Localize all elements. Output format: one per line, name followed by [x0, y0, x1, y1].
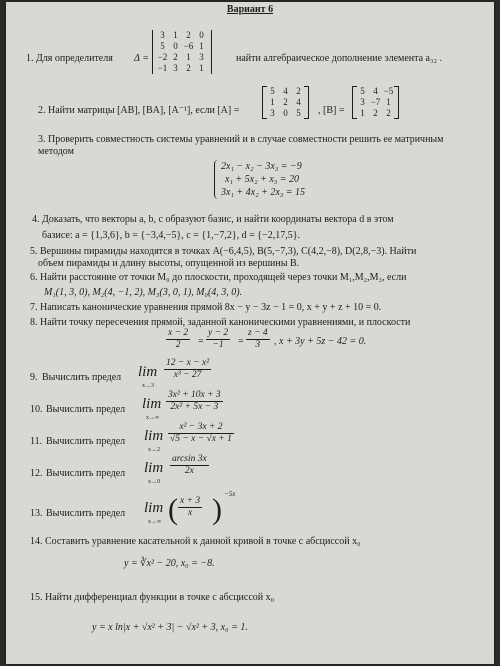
task-8-plane: , x + 3y + 5z − 42 = 0. — [274, 336, 367, 347]
fraction-1-numerator: x − 2 — [168, 328, 189, 338]
determinant-1-cell: 0 — [199, 30, 204, 40]
matrix-b-cell: −5 — [383, 86, 394, 96]
matrix-a-cell: 4 — [296, 97, 301, 107]
equation-system — [214, 160, 305, 199]
matrix-a-cell: 2 — [296, 86, 301, 96]
task-9-lim-sub: x→3 — [142, 383, 154, 389]
task-1-text-end: найти алгебраическое дополнение элемента a₃₂ . — [236, 53, 442, 64]
determinant-1-cell: 2 — [186, 63, 191, 73]
task-15-equation: y = x ln|x + √x² + 3| − √x² + 3, x₀ = 1. — [92, 622, 248, 633]
determinant-1-cell: 0 — [173, 41, 178, 51]
task-13-exponent: −5x — [224, 490, 236, 498]
task-11-text: Вычислить предел — [46, 436, 126, 447]
matrix-a-row — [266, 97, 305, 108]
matrix-b-row — [356, 86, 395, 97]
task-3-line-2: методом — [38, 146, 74, 157]
task-6-line-2: M₁(1, 3, 0), M₂(4, −1, 2), M₃(3, 0, 1), M₀(4, 3, 0). — [44, 287, 243, 298]
task-9-numerator: 12 − x − x² — [166, 358, 210, 368]
task-5-line-1: 5. Вершины пирамиды находятся в точках A(−6,4,5), B(5,−7,3), C(4,2,−8), D(2,8,−3). Найти — [30, 246, 417, 257]
determinant-1-cell: −2 — [157, 52, 168, 62]
matrix-a-cell: 1 — [270, 97, 275, 107]
task-5-line-2: объем пирамиды и длину высоты, опущенной из вершины B. — [38, 258, 300, 269]
determinant-1-cell: 3 — [160, 30, 165, 40]
worksheet-page — [6, 2, 494, 664]
equation-3: 3x₁ + 4x₂ + 2x₃ = 15 — [221, 187, 305, 198]
task-12-denominator: 2x — [184, 466, 194, 476]
task-1-delta: Δ = — [134, 53, 149, 64]
task-9-number: 9. — [30, 372, 38, 383]
task-15-text: 15. Найти дифференциал функции в точке с абсциссой x₀ — [30, 592, 275, 603]
task-9-lim: lim — [138, 364, 158, 380]
task-8-text: 8. Найти точку пересечения прямой, заданной каноническими уравнениями, и плоскости — [30, 317, 411, 328]
task-13-lim: lim — [144, 500, 164, 516]
task-11-lim: lim — [144, 428, 164, 444]
task-10-denominator: 2x² + 5x − 3 — [170, 402, 219, 412]
task-13-number: 13. — [30, 508, 43, 519]
matrix-a-table — [266, 86, 305, 119]
matrix-b-cell: 3 — [360, 97, 365, 107]
task-10-fraction — [166, 390, 223, 413]
task-12-lim-sub: x→0 — [148, 479, 160, 485]
task-13-lim-sub: x→∞ — [148, 519, 162, 525]
equation-2: x₁ + 5x₂ + x₃ = 20 — [225, 174, 299, 185]
matrix-b-cell: 1 — [386, 97, 391, 107]
task-10-numerator: 3x² + 10x + 3 — [168, 390, 221, 400]
task-11-number: 11. — [30, 436, 43, 447]
determinant-1-row — [156, 30, 208, 41]
determinant-1-row — [156, 63, 208, 74]
fraction-2-numerator: y − 2 — [208, 328, 229, 338]
task-13-close-paren: ) — [212, 493, 222, 526]
equation-1: 2x₁ − x₂ − 3x₃ = −9 — [221, 161, 302, 172]
task-10-text: Вычислить предел — [46, 404, 126, 415]
determinant-1-cell: 3 — [173, 63, 178, 73]
task-12-lim: lim — [144, 460, 164, 476]
determinant-1-cell: 1 — [173, 30, 178, 40]
matrix-a-row — [266, 86, 305, 97]
matrix-b-cell: 1 — [360, 108, 365, 118]
matrix-a-cell: 4 — [283, 86, 288, 96]
task-13-open-paren: ( — [168, 493, 178, 526]
task-9-fraction — [164, 358, 211, 381]
matrix-b-row — [356, 97, 395, 108]
determinant-1-cell: 1 — [186, 52, 191, 62]
matrix-b-row — [356, 108, 395, 119]
matrix-b-cell: 4 — [373, 86, 378, 96]
determinant-1 — [152, 30, 212, 74]
task-11-numerator: x² − 3x + 2 — [168, 422, 234, 434]
determinant-1-cell: 5 — [160, 41, 165, 51]
task-8-fraction-2 — [206, 328, 230, 351]
task-6-line-1: 6. Найти расстояние от точки M₀ до плоскости, проходящей через точки M₁,M₂,M₃, если — [30, 272, 407, 283]
matrix-a-row — [266, 108, 305, 119]
matrix-a-cell: 5 — [296, 108, 301, 118]
equals-sign-2: = — [238, 336, 244, 347]
matrix-a — [262, 86, 309, 119]
task-9-text: Вычислить предел — [42, 372, 122, 383]
task-14-text: 14. Составить уравнение касательной к данной кривой в точке с абсциссой x₀ — [30, 536, 361, 547]
task-4-line-1: 4. Доказать, что векторы a, b, c образуют базис, и найти координаты вектора d в этом — [32, 214, 394, 225]
task-10-lim-sub: x→∞ — [146, 415, 160, 421]
determinant-1-cell: 1 — [199, 41, 204, 51]
task-8-fraction-3 — [246, 328, 270, 351]
determinant-1-cell: 3 — [199, 52, 204, 62]
fraction-2-denominator: −1 — [212, 340, 224, 350]
determinant-1-cell: 1 — [199, 63, 204, 73]
task-2-text-b: , [B] = — [318, 105, 345, 116]
task-7-text: 7. Написать канонические уравнения прямой 8x − y − 3z − 1 = 0, x + y + z + 10 = 0. — [30, 302, 382, 313]
task-3-line-1: 3. Проверить совместность системы уравнений и в случае совместности решить ее матричным — [38, 134, 444, 145]
task-12-number: 12. — [30, 468, 43, 479]
equals-sign-1: = — [198, 336, 204, 347]
page-title: Вариант 6 — [226, 4, 274, 15]
task-13-text: Вычислить предел — [46, 508, 126, 519]
determinant-1-cell: −1 — [157, 63, 168, 73]
fraction-3-denominator: 3 — [255, 340, 261, 350]
fraction-3-numerator: z − 4 — [248, 328, 268, 338]
determinant-1-row — [156, 41, 208, 52]
task-13-numerator: x + 3 — [180, 496, 201, 506]
task-12-text: Вычислить предел — [46, 468, 126, 479]
fraction-1-denominator: 2 — [175, 340, 181, 350]
task-12-numerator: arcsin 3x — [172, 454, 207, 464]
matrix-b-table — [356, 86, 395, 119]
task-1-text: 1. Для определителя — [26, 53, 113, 64]
matrix-b-cell: 5 — [360, 86, 365, 96]
task-11-denominator: √5 − x − √x + 1 — [170, 434, 232, 444]
task-11-lim-sub: x→2 — [148, 447, 160, 453]
task-4-line-2: базисе: a = {1,3,6}, b = {−3,4,−5}, c = {1,−7,2}, d = {−2,17,5}. — [42, 230, 300, 241]
matrix-a-cell: 3 — [270, 108, 275, 118]
matrix-b — [352, 86, 399, 119]
matrix-a-cell: 5 — [270, 86, 275, 96]
matrix-a-cell: 0 — [283, 108, 288, 118]
determinant-1-cell: 2 — [173, 52, 178, 62]
determinant-1-row — [156, 52, 208, 63]
task-8-fraction-1 — [166, 328, 190, 351]
determinant-1-table — [156, 30, 208, 74]
determinant-1-cell: 2 — [186, 30, 191, 40]
task-11-fraction — [168, 422, 234, 445]
task-2-text: 2. Найти матрицы [AB], [BA], [A⁻¹], если [A] = — [38, 105, 240, 116]
task-14-equation: y = ∛x² − 20, x₀ = −8. — [124, 558, 215, 569]
determinant-1-cell: −6 — [183, 41, 194, 51]
matrix-a-cell: 2 — [283, 97, 288, 107]
task-10-number: 10. — [30, 404, 43, 415]
matrix-b-cell: 2 — [386, 108, 391, 118]
task-9-denominator: x³ − 27 — [173, 370, 202, 380]
task-13-denominator: x — [187, 508, 193, 518]
matrix-b-cell: −7 — [370, 97, 381, 107]
task-13-fraction — [178, 496, 202, 519]
task-10-lim: lim — [142, 396, 162, 412]
task-12-fraction — [170, 454, 209, 477]
matrix-b-cell: 2 — [373, 108, 378, 118]
